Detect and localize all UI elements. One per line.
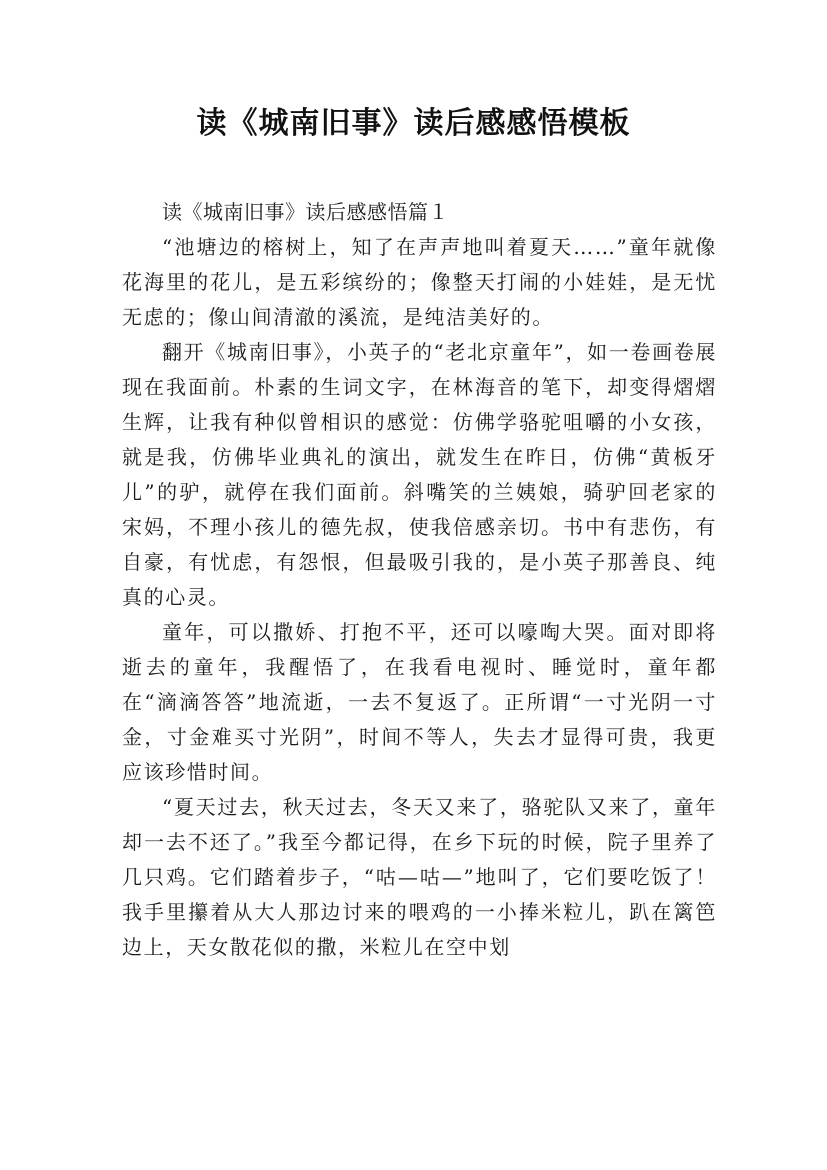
document-title: 读《城南旧事》读后感感悟模板 — [196, 106, 631, 141]
section-heading: 读《城南旧事》读后感感悟篇１ — [162, 200, 449, 224]
paragraph: “池塘边的榕树上，知了在声声地叫着夏天……”童年就像花海里的花儿，是五彩缤纷的；像整天打闹的小娃娃，是无忧无虑的；像山间清澈的溪流，是纯洁美好的。 — [122, 235, 717, 329]
document-body — [122, 195, 717, 965]
paragraph: 翻开《城南旧事》，小英子的“老北京童年”，如一卷画卷展现在我面前。朴素的生词文字，在林海音的笔下，却变得熠熠生辉，让我有种似曾相识的感觉：仿佛学骆驼咀嚼的小女孩，就是我，仿佛毕业典礼的演出，就发生在昨日，仿佛“黄板牙儿”的驴，就停在我们面前。斜嘴笑的兰姨娘，骑驴回老家的宋妈，不理小孩儿的德先叔，使我倍感亲切。书中有悲伤，有自豪，有忧虑，有怨恨，但最吸引我的，是小英子那善良、纯真的心灵。 — [122, 340, 717, 609]
paragraph: 童年，可以撒娇、打抱不平，还可以嚎啕大哭。面对即将逝去的童年，我醒悟了，在我看电视时、睡觉时，童年都在“滴滴答答”地流逝，一去不复返了。正所谓“一寸光阴一寸金，寸金难买寸光阴”，时间不等人，失去才显得可贵，我更应该珍惜时间。 — [122, 620, 717, 784]
paragraph: “夏天过去，秋天过去，冬天又来了，骆驼队又来了，童年却一去不还了。”我至今都记得，在乡下玩的时候，院子里养了几只鸡。它们踏着步子，“咕—咕—”地叫了，它们要吃饭了！我手里攥着从大人那边讨来的喂鸡的一小捧米粒儿，趴在篱笆边上，天女散花似的撒，米粒儿在空中划 — [122, 795, 717, 959]
